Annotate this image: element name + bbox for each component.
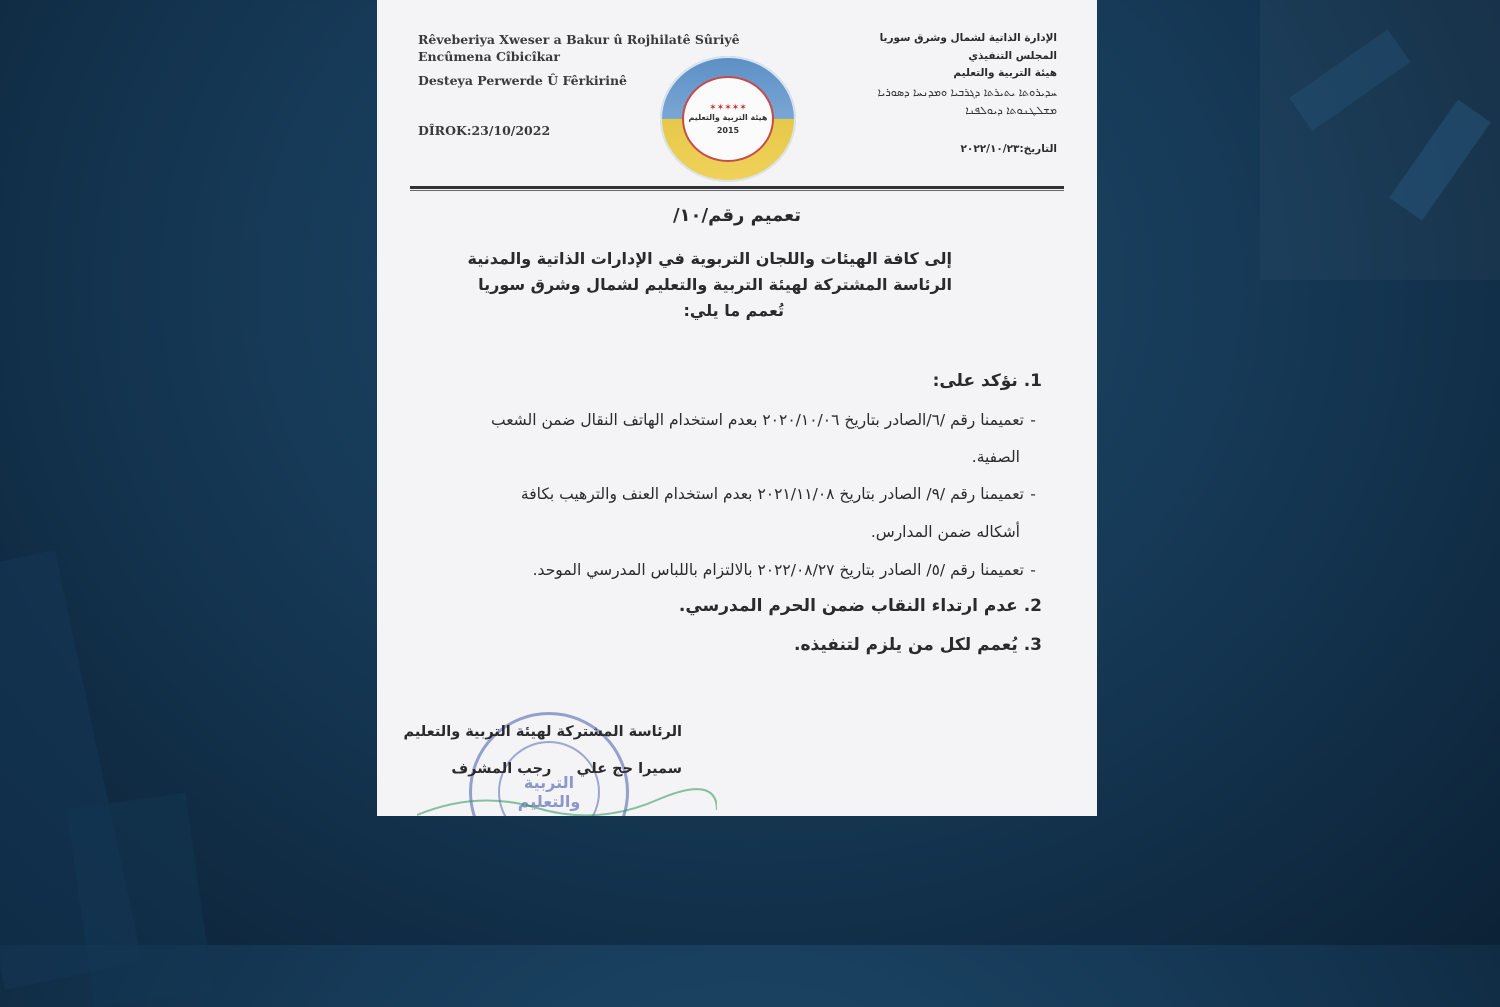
bullet-dash: - [1030,485,1036,503]
organization-seal [660,56,796,182]
seal-center [682,76,774,162]
bullet1-line1 [417,402,1042,439]
seal-name: هيئة التربية والتعليم [688,113,768,122]
signature-scribble [417,780,717,816]
background-shape [67,793,214,1007]
header-right-line2: المجلس التنفيذي [968,50,1057,62]
document-title: تعميم رقم/١٠/ [672,205,802,226]
document-image [377,0,1097,816]
bullet-dash: - [1030,411,1036,429]
header-left-line2: Encûmena Cîbicîkar [418,49,560,64]
bullet3-text: تعميمنا رقم /٥/ الصادر بتاريخ ٢٠٢٢/٠٨/٢٧ بالالتزام باللباس المدرسي الموحد. [532,561,1024,579]
header-right-syriac2: ܡܫܠܛܢܘܬܐ ܕܝܘܠܦܢܐ [965,104,1057,117]
bullet1-text: تعميمنا رقم /٦/الصادر بتاريخ ٢٠٢٠/١٠/٠٦ بعدم استخدام الهاتف النقال ضمن الشعب [490,411,1024,429]
bullet2-text: تعميمنا رقم /٩/ الصادر بتاريخ ٢٠٢١/١١/٠٨ بعدم استخدام العنف والترهيب بكافة [520,485,1024,503]
address-line1: إلى كافة الهيئات واللجان التربوية في الإدارات الذاتية والمدنية [467,249,952,268]
header-right-date: التاريخ:٢٠٢٢/١٠/٢٣ [960,143,1057,155]
header-right-syriac1: ܚܕܝܪܘܬܐ ܝܬܝܪܬܐ ܕܓܪܒܝܐ ܘܡܕܢܚܐ ܕܣܘܪܝܐ [877,86,1057,99]
header-right-line1: الإدارة الذاتية لشمال وشرق سوريا [879,32,1057,44]
signature-line1: الرئاسة المشتركة لهيئة التربية والتعليم [403,724,682,740]
bullet2-line1 [417,476,1042,513]
item3: 3. يُعمم لكل من يلزم لتنفيذه. [794,635,1042,655]
signature-line2: سميرا حج علي رجب المشرف [451,761,682,777]
bullet1-line2: الصفية. [971,448,1020,466]
bullet2-line2: أشكاله ضمن المدارس. [870,523,1020,541]
header-divider-thin [410,190,1064,191]
header-left-line3: Desteya Perwerde Û Fêrkirinê [418,73,627,88]
address-line2: الرئاسة المشتركة لهيئة التربية والتعليم لشمال وشرق سوريا [478,275,952,294]
seal-stars-icon: ✶✶✶✶✶ [709,103,747,113]
bullet-dash: - [1030,561,1036,579]
header-divider [410,186,1064,189]
header-right-line3: هيئة التربية والتعليم [953,67,1057,79]
seal-year: 2015 [716,126,740,135]
stamp-text2: والتعليم [517,792,581,811]
header-left-date: DÎROK:23/10/2022 [418,123,551,138]
item1-heading: 1. نؤكد على: [932,371,1042,391]
header-left-line1: Rêveberiya Xweser a Bakur û Rojhilatê Sûriyê [418,32,740,47]
bullet3-line1 [417,552,1042,589]
address-line3: تُعمم ما يلي: [683,301,784,320]
item2: 2. عدم ارتداء النقاب ضمن الحرم المدرسي. [678,596,1042,616]
stamp-text1: التربية [523,773,575,792]
